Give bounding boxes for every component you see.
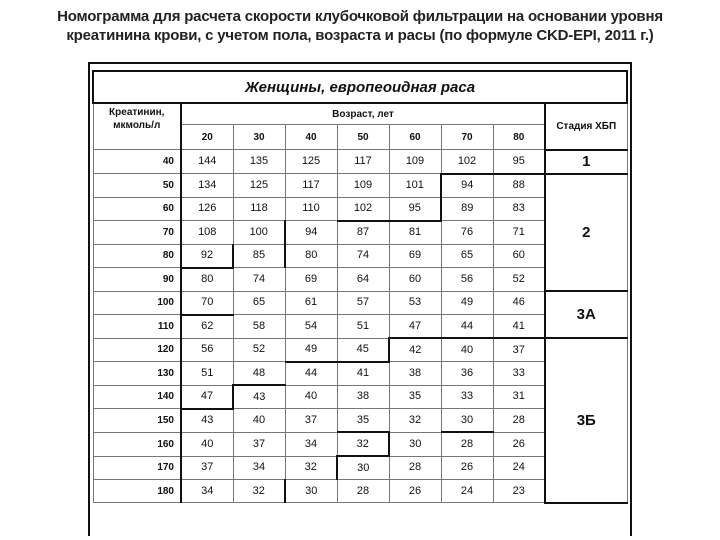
table-row — [93, 338, 627, 362]
gfr-value-cell: 101 — [389, 174, 441, 198]
gfr-value-cell: 94 — [285, 221, 337, 245]
gfr-value-cell: 52 — [233, 338, 285, 362]
gfr-value-cell: 125 — [285, 150, 337, 174]
gfr-value-cell: 60 — [389, 268, 441, 292]
gfr-value-cell: 46 — [493, 291, 545, 315]
gfr-value-cell: 32 — [389, 409, 441, 433]
gfr-value-cell: 109 — [337, 174, 389, 198]
creatinine-value: 120 — [93, 338, 181, 362]
gfr-value-cell: 28 — [493, 409, 545, 433]
gfr-value-cell: 43 — [181, 409, 233, 433]
gfr-value-cell: 74 — [233, 268, 285, 292]
gfr-value-cell: 100 — [233, 221, 285, 245]
gfr-value-cell: 62 — [181, 315, 233, 339]
gfr-value-cell: 37 — [233, 432, 285, 456]
creatinine-value: 60 — [93, 197, 181, 221]
gfr-value-cell: 26 — [493, 432, 545, 456]
gfr-value-cell: 49 — [285, 338, 337, 362]
gfr-value-cell: 41 — [493, 315, 545, 339]
gfr-value-cell: 45 — [337, 338, 389, 362]
gfr-value-cell: 51 — [337, 315, 389, 339]
age-column-header: 40 — [285, 125, 337, 150]
gfr-value-cell: 30 — [441, 409, 493, 433]
gfr-value-cell: 64 — [337, 268, 389, 292]
gfr-value-cell: 23 — [493, 480, 545, 503]
gfr-value-cell: 69 — [389, 244, 441, 268]
creatinine-value: 130 — [93, 362, 181, 386]
gfr-value-cell: 65 — [441, 244, 493, 268]
age-header: Возраст, лет — [181, 103, 545, 125]
creatinine-value: 40 — [93, 150, 181, 174]
creatinine-value: 90 — [93, 268, 181, 292]
gfr-value-cell: 41 — [337, 362, 389, 386]
gfr-value-cell: 60 — [493, 244, 545, 268]
stage-header: Стадия ХБП — [545, 103, 627, 150]
gfr-value-cell: 54 — [285, 315, 337, 339]
gfr-value-cell: 80 — [181, 268, 233, 292]
gfr-value-cell: 118 — [233, 197, 285, 221]
creatinine-value: 170 — [93, 456, 181, 480]
gfr-value-cell: 35 — [337, 409, 389, 433]
gfr-value-cell: 38 — [389, 362, 441, 386]
gfr-value-cell: 42 — [389, 338, 441, 362]
gfr-value-cell: 83 — [493, 197, 545, 221]
age-column-header: 70 — [441, 125, 493, 150]
creatinine-value: 180 — [93, 480, 181, 503]
gfr-value-cell: 117 — [337, 150, 389, 174]
gfr-value-cell: 85 — [233, 244, 285, 268]
gfr-value-cell: 94 — [441, 174, 493, 198]
gfr-value-cell: 28 — [441, 432, 493, 456]
gfr-value-cell: 28 — [389, 456, 441, 480]
gfr-value-cell: 40 — [285, 385, 337, 409]
gfr-value-cell: 33 — [441, 385, 493, 409]
creatinine-header: Креатинин, мкмоль/л — [93, 103, 181, 150]
gfr-value-cell: 57 — [337, 291, 389, 315]
gfr-value-cell: 26 — [441, 456, 493, 480]
gfr-value-cell: 26 — [389, 480, 441, 503]
gfr-value-cell: 37 — [285, 409, 337, 433]
gfr-value-cell: 69 — [285, 268, 337, 292]
gfr-value-cell: 110 — [285, 197, 337, 221]
gfr-value-cell: 33 — [493, 362, 545, 386]
gfr-value-cell: 44 — [441, 315, 493, 339]
creatinine-value: 50 — [93, 174, 181, 198]
group-title: Женщины, европеоидная раса — [93, 71, 627, 103]
gfr-value-cell: 70 — [181, 291, 233, 315]
gfr-value-cell: 43 — [233, 385, 285, 409]
creatinine-value: 150 — [93, 409, 181, 433]
gfr-value-cell: 53 — [389, 291, 441, 315]
gfr-value-cell: 134 — [181, 174, 233, 198]
creatinine-value: 140 — [93, 385, 181, 409]
creatinine-value: 100 — [93, 291, 181, 315]
gfr-value-cell: 37 — [493, 338, 545, 362]
gfr-value-cell: 32 — [233, 480, 285, 503]
title-line-1: Номограмма для расчета скорости клубочковой фильтрации на основании уровня — [57, 8, 663, 25]
table-row — [93, 150, 627, 174]
creatinine-value: 110 — [93, 315, 181, 339]
gfr-value-cell: 135 — [233, 150, 285, 174]
gfr-value-cell: 34 — [233, 456, 285, 480]
gfr-value-cell: 47 — [181, 385, 233, 409]
gfr-value-cell: 76 — [441, 221, 493, 245]
ckd-stage-cell: 2 — [545, 174, 627, 292]
gfr-value-cell: 56 — [441, 268, 493, 292]
gfr-value-cell: 36 — [441, 362, 493, 386]
gfr-nomogram-table — [92, 70, 628, 504]
gfr-value-cell: 117 — [285, 174, 337, 198]
gfr-value-cell: 65 — [233, 291, 285, 315]
gfr-value-cell: 61 — [285, 291, 337, 315]
gfr-value-cell: 109 — [389, 150, 441, 174]
gfr-value-cell: 32 — [337, 432, 389, 456]
gfr-value-cell: 38 — [337, 385, 389, 409]
gfr-value-cell: 80 — [285, 244, 337, 268]
gfr-value-cell: 87 — [337, 221, 389, 245]
gfr-value-cell: 31 — [493, 385, 545, 409]
gfr-value-cell: 52 — [493, 268, 545, 292]
gfr-value-cell: 24 — [493, 456, 545, 480]
gfr-value-cell: 40 — [233, 409, 285, 433]
age-column-header: 50 — [337, 125, 389, 150]
gfr-value-cell: 47 — [389, 315, 441, 339]
gfr-value-cell: 35 — [389, 385, 441, 409]
gfr-value-cell: 32 — [285, 456, 337, 480]
creatinine-value: 160 — [93, 432, 181, 456]
gfr-value-cell: 40 — [441, 338, 493, 362]
ckd-stage-cell: 3Б — [545, 338, 627, 503]
gfr-value-cell: 88 — [493, 174, 545, 198]
gfr-value-cell: 24 — [441, 480, 493, 503]
gfr-value-cell: 40 — [181, 432, 233, 456]
gfr-value-cell: 74 — [337, 244, 389, 268]
gfr-value-cell: 49 — [441, 291, 493, 315]
gfr-value-cell: 30 — [389, 432, 441, 456]
gfr-value-cell: 44 — [285, 362, 337, 386]
age-column-header: 80 — [493, 125, 545, 150]
creatinine-value: 80 — [93, 244, 181, 268]
gfr-value-cell: 92 — [181, 244, 233, 268]
gfr-value-cell: 30 — [337, 456, 389, 480]
age-column-header: 30 — [233, 125, 285, 150]
gfr-value-cell: 102 — [441, 150, 493, 174]
gfr-value-cell: 144 — [181, 150, 233, 174]
gfr-value-cell: 89 — [441, 197, 493, 221]
gfr-value-cell: 48 — [233, 362, 285, 386]
gfr-value-cell: 51 — [181, 362, 233, 386]
gfr-value-cell: 28 — [337, 480, 389, 503]
gfr-value-cell: 34 — [285, 432, 337, 456]
gfr-value-cell: 30 — [285, 480, 337, 503]
gfr-value-cell: 56 — [181, 338, 233, 362]
creatinine-value: 70 — [93, 221, 181, 245]
gfr-value-cell: 81 — [389, 221, 441, 245]
gfr-value-cell: 37 — [181, 456, 233, 480]
table-row — [93, 291, 627, 315]
gfr-value-cell: 34 — [181, 480, 233, 503]
gfr-value-cell: 102 — [337, 197, 389, 221]
title-line-2: креатинина крови, с учетом пола, возраста и расы (по формуле CKD-EPI, 2011 г.) — [66, 27, 654, 44]
table-row — [93, 174, 627, 198]
page-title — [18, 7, 702, 45]
gfr-value-cell: 71 — [493, 221, 545, 245]
gfr-value-cell: 95 — [493, 150, 545, 174]
gfr-value-cell: 95 — [389, 197, 441, 221]
gfr-value-cell: 58 — [233, 315, 285, 339]
ckd-stage-cell: 1 — [545, 150, 627, 174]
gfr-value-cell: 125 — [233, 174, 285, 198]
gfr-value-cell: 126 — [181, 197, 233, 221]
age-column-header: 20 — [181, 125, 233, 150]
gfr-value-cell: 108 — [181, 221, 233, 245]
ckd-stage-cell: 3А — [545, 291, 627, 338]
age-column-header: 60 — [389, 125, 441, 150]
